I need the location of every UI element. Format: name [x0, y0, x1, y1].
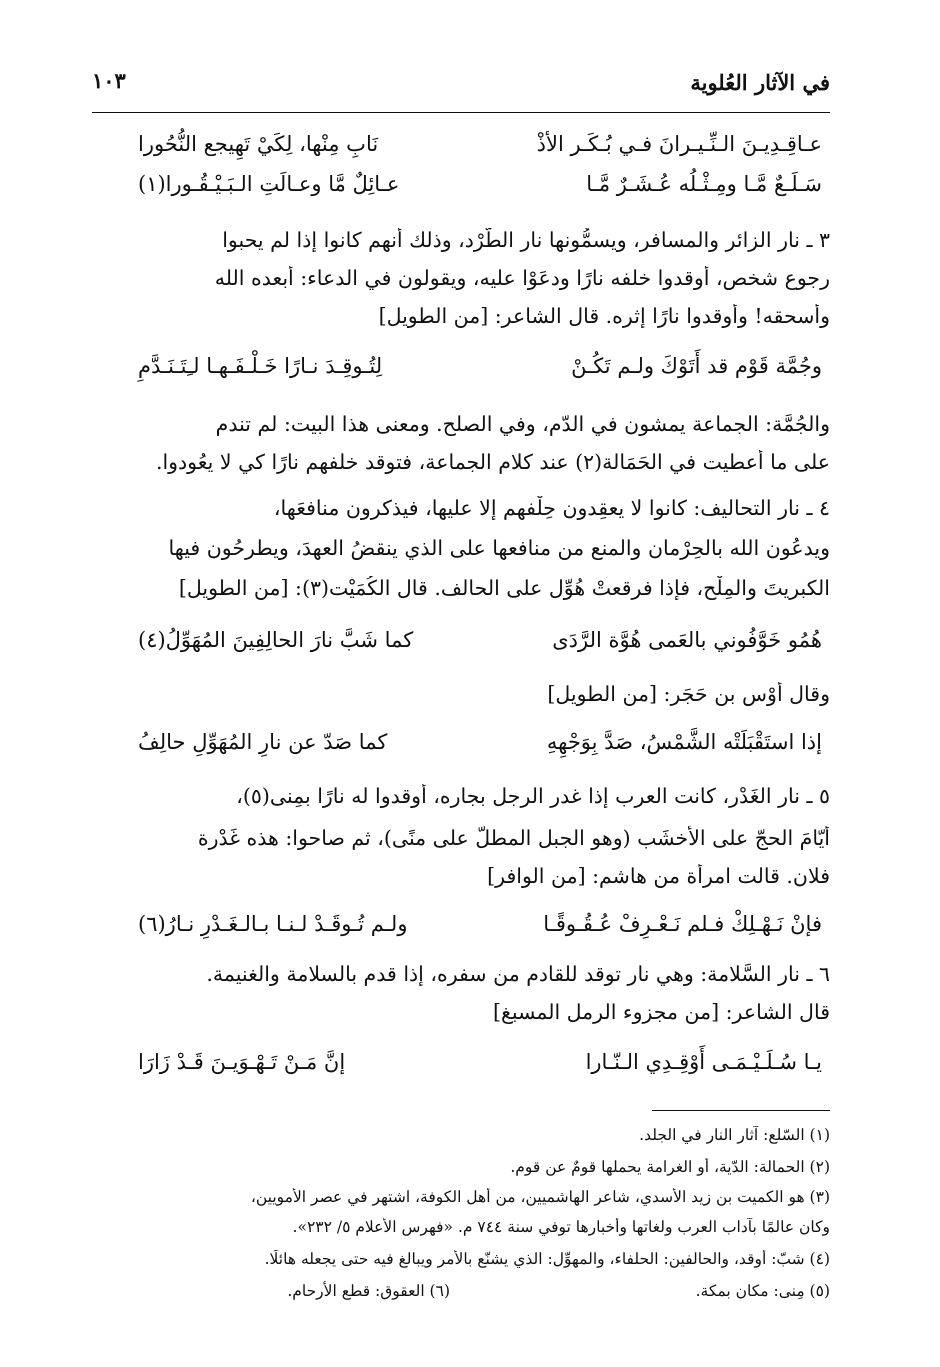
hemistich-right: وجُمَّة قَوْم قد أَتَوْكَ ولـم تَكُـنْ: [571, 354, 822, 378]
para-4-line-3: الكبريتَ والمِلْح، فإذا فرقعتْ هُوِّل على الحالف. قال الكُمَيْت(٣): [من الطويل]: [178, 576, 830, 600]
footnote-6: (٦) العقوق: قطع الأرحام.: [287, 1282, 450, 1300]
para-jumma-line-2: على ما أعطيت في الحَمَالة(٢) عند كلام الجماعة، فتوقد خلفهم نارًا كي لا يعُودوا.: [155, 450, 830, 474]
hemistich-left: عـائِلٌ مَّا وعـالَتِ الـبَـيْـقُـورا(١): [138, 172, 400, 196]
verse-1-line-1: [118, 132, 822, 168]
hemistich-right: سَـلَـعٌ مَّـا ومِـثْـلُه عُـشَـرٌ مَّـا: [586, 172, 822, 196]
page-header: [92, 66, 830, 106]
footnote-1: (١) السّلع: آثار النار في الجلد.: [639, 1126, 830, 1144]
verse-6: [118, 1050, 822, 1086]
hemistich-right: يـا سُـلَـيْـمَـى أَوْقِـدِي الـنّـارا: [585, 1050, 822, 1074]
aws-intro: وقال أَوْس بن حَجَر: [من الطويل]: [547, 682, 830, 706]
para-3-line-3: وأسحقه! وأوقدوا نارًا إثره. قال الشاعر: [من الطويل]: [378, 304, 830, 328]
verse-3: [118, 628, 822, 664]
verse-5: [118, 912, 822, 948]
para-5-line-3: فلان. قالت امرأة من هاشم: [من الوافر]: [487, 864, 830, 888]
para-6-line-2: قال الشاعر: [من مجزوء الرمل المسبغ]: [492, 1000, 830, 1024]
para-6-line-1: ٦ ـ نار السَّلامة: وهي نار توقد للقادم من سفره، إذا قدم بالسلامة والغنيمة.: [206, 962, 830, 986]
footnote-3-line-2: وكان عالمًا بآداب العرب ولغاتها وأخبارها توفي سنة ٧٤٤ م. «فهرس الأعلام ٥/ ٢٣٢».: [292, 1218, 830, 1236]
hemistich-left: ولـم تُـوقَـدْ لـنـا بـالـغَـدْرِ نـارُ(٦): [138, 912, 408, 936]
hemistich-left: نَابِ مِنْها، لِكَيْ تَهِيجع النُّحُورا: [138, 132, 379, 156]
footnote-3-line-1: (٣) هو الكميت بن زيد الأسدي، شاعر الهاشميين، من أهل الكوفة، اشتهر في عصر الأمويين،: [250, 1188, 830, 1206]
hemistich-right: هُمُو خَوَّفُوني بالعَمى هُوَّة الرَّدَى: [552, 628, 822, 652]
para-4-line-2: ويدعُون الله بالحِرْمان والمنع من منافعها على الذي ينقضُ العهدَ، ويطرحُون فيها: [168, 536, 830, 560]
page-number: ١٠٣: [92, 68, 126, 93]
footnote-2: (٢) الحمالة: الدّية، أو الغرامة يحملها قومٌ عن قوم.: [510, 1158, 830, 1176]
para-5-line-2: أيّامَ الحجّ على الأخشَب (وهو الجبل المطلّ على منًى)، ثم صاحوا: هذه غَدْرة: [197, 826, 830, 850]
hemistich-left: لِتُـوقِـدَ نـارًا خَـلْـفَـهـا لـِتَـنَـدَّمِ: [138, 354, 383, 378]
para-5-line-1: ٥ ـ نار الغَدْر، كانت العرب إذا غدر الرجل بجاره، أوقدوا له نارًا بمِنى(٥)،: [236, 784, 830, 808]
verse-4: [118, 730, 822, 766]
para-3-line-2: رجوع شخص، أوقدوا خلفه نارًا ودعَوْا عليه، ويقولون في الدعاء: أبعده الله: [214, 266, 830, 290]
hemistich-left: إنَّ مَـنْ تَـهْـوَيـنَ قَـدْ زَارَا: [138, 1050, 346, 1074]
header-rule: [92, 112, 830, 113]
footnote-4: (٤) شبّ: أوقد، والحالفين: الحلفاء، والمهوِّل: الذي يشنّع بالأمر ويبالغ فيه حتى يجعله هائلًا.: [264, 1250, 830, 1268]
hemistich-right: عـاقِـدِيـنَ الـنِّـيـرانَ فـي بُـكَـر الأذْ: [536, 132, 822, 156]
para-3-line-1: ٣ ـ نار الزائر والمسافر، ويسمُّونها نار الطَّرْد، وذلك أنهم كانوا إذا لم يحبوا: [222, 228, 830, 252]
hemistich-left: كما شَبَّ نارَ الحالِفِينَ المُهَوِّلُ(٤): [138, 628, 414, 652]
verse-1-line-2: [118, 172, 822, 208]
verse-2: [118, 354, 822, 390]
running-title: في الآثار العُلوية: [690, 70, 830, 95]
footnote-5: (٥) مِنى: مكان بمكة.: [695, 1282, 830, 1300]
hemistich-right: فإنْ نَـهْـلِكْ فـلم نَـعْـرِفْ عُـقُـوقًـا: [543, 912, 822, 936]
para-jumma-line-1: والجُمَّة: الجماعة يمشون في الدّم، وفي الصلح. ومعنى هذا البيت: لم تندم: [215, 412, 830, 436]
para-4-line-1: ٤ ـ نار التحاليف: كانوا لا يعقِدون حِلْفهم إلا عليها، فيذكرون منافعَها،: [273, 496, 830, 520]
hemistich-right: إذا استَقْبَلَتْه الشَّمْسُ، صَدَّ بِوَجْهِهِ: [546, 730, 822, 754]
footnote-separator: [652, 1110, 830, 1111]
hemistich-left: كما صَدّ عن نارِ المُهَوِّلِ حالِفُ: [138, 730, 388, 754]
